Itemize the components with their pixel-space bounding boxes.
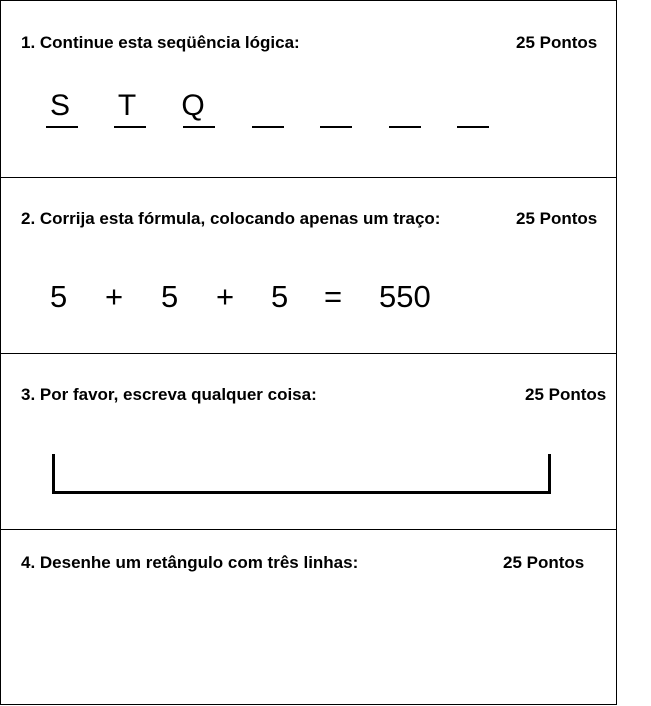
question-2-box [1, 178, 616, 354]
sequence-letter-1: S [49, 89, 70, 122]
question-3-points: 25 Pontos [525, 385, 607, 404]
sequence-underline-1 [46, 126, 78, 128]
formula-number-3: 5 [271, 279, 289, 314]
formula-number-2: 5 [161, 279, 179, 314]
question-3-text: 3. Por favor, escreva qualquer coisa: [21, 385, 317, 404]
question-2-text: 2. Corrija esta fórmula, colocando apenas um traço: [21, 209, 441, 228]
sequence-blank-3[interactable] [389, 126, 421, 128]
sequence-underline-3 [183, 126, 215, 128]
question-4-points: 25 Pontos [503, 553, 585, 572]
formula-result: 550 [379, 279, 431, 314]
formula-number-1: 5 [50, 279, 68, 314]
question-1-box [1, 1, 616, 178]
question-4-box [1, 530, 616, 705]
question-4-text: 4. Desenhe um retângulo com três linhas: [21, 553, 359, 572]
sequence-blank-2[interactable] [320, 126, 352, 128]
formula-plus-2: + [216, 279, 235, 314]
question-1-text: 1. Continue esta seqüência lógica: [21, 33, 300, 52]
formula-equals: = [324, 279, 343, 314]
sequence-letter-2: T [117, 89, 137, 122]
sequence-blank-4[interactable] [457, 126, 489, 128]
formula-plus-1: + [105, 279, 124, 314]
question-2-points: 25 Pontos [516, 209, 598, 228]
question-3-box [1, 354, 616, 530]
sequence-letter-3: Q [181, 89, 205, 122]
sequence-blank-1[interactable] [252, 126, 284, 128]
answer-bracket[interactable] [52, 454, 551, 494]
sequence-underline-2 [114, 126, 146, 128]
question-1-points: 25 Pontos [516, 33, 598, 52]
